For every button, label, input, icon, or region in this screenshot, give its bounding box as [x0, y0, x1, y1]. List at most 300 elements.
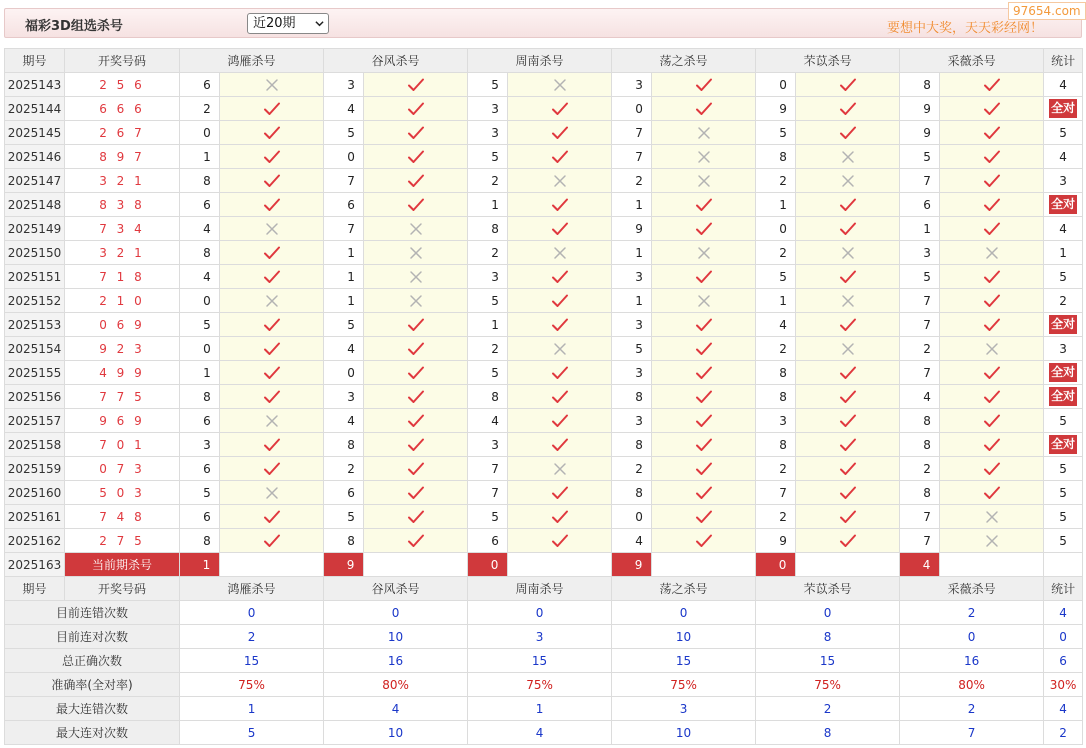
- kill-result-cell: [508, 385, 612, 409]
- cross-icon: [409, 270, 423, 284]
- check-icon: [983, 125, 1001, 141]
- check-icon: [551, 509, 569, 525]
- kill-number-cell: 1: [756, 193, 796, 217]
- draw-number-cell: 4 9 9: [65, 361, 180, 385]
- col-header-issue: 期号: [5, 49, 65, 73]
- table-row: [5, 313, 1083, 337]
- kill-number-cell: 6: [900, 193, 940, 217]
- draw-number-cell: 7 1 8: [65, 265, 180, 289]
- draw-number-cell: 8 9 7: [65, 145, 180, 169]
- check-icon: [839, 197, 857, 213]
- kill-number-cell: 0: [612, 97, 652, 121]
- check-icon: [839, 317, 857, 333]
- page-header: [4, 8, 1082, 38]
- col-header-expert[interactable]: 芣苡杀号: [756, 577, 900, 601]
- kill-result-cell: [220, 265, 324, 289]
- draw-number-cell: 7 7 5: [65, 385, 180, 409]
- check-icon: [839, 533, 857, 549]
- cross-icon: [697, 174, 711, 188]
- all-correct-badge: 全对: [1049, 387, 1077, 406]
- check-icon: [407, 413, 425, 429]
- summary-value: 0: [900, 625, 1044, 649]
- kill-result-cell: [940, 529, 1044, 553]
- summary-row: [5, 649, 1083, 673]
- summary-value: 2: [900, 601, 1044, 625]
- table-row: [5, 409, 1083, 433]
- summary-stat: 6: [1044, 649, 1083, 673]
- issue-cell: 2025148: [5, 193, 65, 217]
- summary-stat: 4: [1044, 697, 1083, 721]
- stat-cell: 1: [1044, 241, 1083, 265]
- current-kill-blank: [364, 553, 468, 577]
- stat-cell: 4: [1044, 145, 1083, 169]
- slogan-link[interactable]: 要想中大奖，天天彩经网！: [887, 21, 1044, 36]
- kill-number-cell: 7: [756, 481, 796, 505]
- all-correct-badge: 全对: [1049, 99, 1077, 118]
- kill-result-cell: [364, 385, 468, 409]
- issue-cell: 2025152: [5, 289, 65, 313]
- check-icon: [695, 437, 713, 453]
- issue-cell: 2025161: [5, 505, 65, 529]
- cross-icon: [553, 174, 567, 188]
- kill-result-cell: [940, 361, 1044, 385]
- col-header-expert[interactable]: 周南杀号: [468, 49, 612, 73]
- check-icon: [839, 101, 857, 117]
- summary-value: 80%: [324, 673, 468, 697]
- kill-number-cell: 7: [900, 169, 940, 193]
- kill-number-cell: 7: [900, 313, 940, 337]
- kill-result-cell: [508, 289, 612, 313]
- cross-icon: [697, 150, 711, 164]
- stat-cell: [1044, 97, 1083, 121]
- kill-result-cell: [508, 457, 612, 481]
- kill-result-cell: [796, 193, 900, 217]
- check-icon: [263, 197, 281, 213]
- kill-result-cell: [796, 361, 900, 385]
- summary-value: 4: [468, 721, 612, 745]
- cross-icon: [409, 222, 423, 236]
- kill-number-cell: 1: [612, 241, 652, 265]
- stat-cell: 5: [1044, 409, 1083, 433]
- kill-number-cell: 8: [324, 433, 364, 457]
- kill-number-cell: 7: [612, 121, 652, 145]
- cross-icon: [265, 222, 279, 236]
- summary-value: 15: [756, 649, 900, 673]
- check-icon: [695, 101, 713, 117]
- check-icon: [263, 101, 281, 117]
- kill-number-cell: 2: [756, 505, 796, 529]
- kill-number-cell: 0: [180, 121, 220, 145]
- issue-cell: 2025143: [5, 73, 65, 97]
- kill-result-cell: [796, 385, 900, 409]
- kill-result-cell: [364, 457, 468, 481]
- all-correct-badge: 全对: [1049, 435, 1077, 454]
- col-header-expert[interactable]: 荡之杀号: [612, 577, 756, 601]
- kill-number-cell: 4: [612, 529, 652, 553]
- cross-icon: [553, 342, 567, 356]
- header-row: [5, 49, 1083, 73]
- issue-cell: 2025158: [5, 433, 65, 457]
- kill-number-cell: 7: [612, 145, 652, 169]
- check-icon: [551, 533, 569, 549]
- kill-number-cell: 0: [756, 73, 796, 97]
- issue-cell: 2025155: [5, 361, 65, 385]
- check-icon: [263, 461, 281, 477]
- kill-result-cell: [220, 217, 324, 241]
- col-header-expert[interactable]: 谷风杀号: [324, 49, 468, 73]
- kill-result-cell: [796, 313, 900, 337]
- check-icon: [695, 365, 713, 381]
- kill-result-cell: [508, 481, 612, 505]
- kill-number-cell: 6: [324, 193, 364, 217]
- draw-number-cell: 0 6 9: [65, 313, 180, 337]
- issue-cell: 2025151: [5, 265, 65, 289]
- stat-cell: 5: [1044, 505, 1083, 529]
- kill-number-cell: 5: [324, 505, 364, 529]
- summary-value: 0: [468, 601, 612, 625]
- summary-value: 10: [612, 625, 756, 649]
- issue-cell: 2025149: [5, 217, 65, 241]
- kill-number-cell: 2: [900, 457, 940, 481]
- draw-number-cell: 5 0 3: [65, 481, 180, 505]
- current-kill-number: 0: [756, 553, 796, 577]
- col-header-expert[interactable]: 芣苡杀号: [756, 49, 900, 73]
- page-title: 福彩3D组选杀号: [25, 19, 123, 34]
- check-icon: [263, 341, 281, 357]
- check-icon: [695, 461, 713, 477]
- kill-number-cell: 3: [468, 433, 508, 457]
- summary-value: 10: [324, 625, 468, 649]
- kill-number-cell: 7: [900, 529, 940, 553]
- current-kill-blank: [652, 553, 756, 577]
- check-icon: [695, 221, 713, 237]
- kill-result-cell: [508, 529, 612, 553]
- kill-number-cell: 5: [180, 481, 220, 505]
- kill-number-cell: 5: [324, 313, 364, 337]
- kill-result-cell: [364, 409, 468, 433]
- kill-result-cell: [508, 241, 612, 265]
- kill-number-cell: 1: [756, 289, 796, 313]
- kill-number-cell: 7: [324, 217, 364, 241]
- kill-result-cell: [220, 433, 324, 457]
- summary-value: 1: [468, 697, 612, 721]
- kill-number-cell: 4: [324, 97, 364, 121]
- issue-cell: 2025160: [5, 481, 65, 505]
- cross-icon: [697, 246, 711, 260]
- kill-number-cell: 1: [468, 193, 508, 217]
- check-icon: [839, 365, 857, 381]
- kill-number-cell: 7: [468, 457, 508, 481]
- issue-cell: 2025162: [5, 529, 65, 553]
- summary-value: 0: [180, 601, 324, 625]
- check-icon: [983, 485, 1001, 501]
- current-stat-blank: [1044, 553, 1083, 577]
- kill-number-cell: 3: [324, 385, 364, 409]
- summary-value: 16: [900, 649, 1044, 673]
- col-header-expert[interactable]: 荡之杀号: [612, 49, 756, 73]
- cross-icon: [265, 486, 279, 500]
- check-icon: [983, 77, 1001, 93]
- summary-value: 16: [324, 649, 468, 673]
- current-kill-blank: [508, 553, 612, 577]
- kill-result-cell: [652, 217, 756, 241]
- kill-result-cell: [364, 73, 468, 97]
- kill-number-cell: 2: [756, 457, 796, 481]
- kill-number-cell: 3: [324, 73, 364, 97]
- draw-number-cell: 2 1 0: [65, 289, 180, 313]
- check-icon: [983, 101, 1001, 117]
- kill-number-cell: 6: [180, 193, 220, 217]
- col-header-expert[interactable]: 鸿雁杀号: [180, 49, 324, 73]
- check-icon: [551, 101, 569, 117]
- kill-result-cell: [220, 97, 324, 121]
- check-icon: [983, 317, 1001, 333]
- summary-value: 10: [612, 721, 756, 745]
- col-header-expert[interactable]: 鸿雁杀号: [180, 577, 324, 601]
- issue-cell: 2025145: [5, 121, 65, 145]
- kill-number-cell: 1: [612, 289, 652, 313]
- kill-result-cell: [940, 289, 1044, 313]
- check-icon: [551, 389, 569, 405]
- kill-number-cell: 4: [900, 385, 940, 409]
- kill-number-cell: 6: [180, 73, 220, 97]
- kill-result-cell: [652, 457, 756, 481]
- cross-icon: [841, 342, 855, 356]
- all-correct-badge: 全对: [1049, 195, 1077, 214]
- kill-number-cell: 0: [180, 289, 220, 313]
- summary-value: 80%: [900, 673, 1044, 697]
- cross-icon: [985, 510, 999, 524]
- draw-number-cell: 8 3 8: [65, 193, 180, 217]
- issue-cell: 2025144: [5, 97, 65, 121]
- table-row: [5, 433, 1083, 457]
- issue-cell: 2025146: [5, 145, 65, 169]
- kill-number-cell: 0: [180, 337, 220, 361]
- kill-result-cell: [220, 337, 324, 361]
- summary-stat: 0: [1044, 625, 1083, 649]
- check-icon: [839, 413, 857, 429]
- check-icon: [263, 125, 281, 141]
- kill-number-cell: 8: [180, 169, 220, 193]
- kill-number-cell: 1: [180, 145, 220, 169]
- summary-label: 总正确次数: [5, 649, 180, 673]
- summary-value: 0: [612, 601, 756, 625]
- kill-result-cell: [220, 169, 324, 193]
- check-icon: [263, 365, 281, 381]
- kill-number-cell: 4: [180, 217, 220, 241]
- summary-stat: 2: [1044, 721, 1083, 745]
- kill-number-cell: 4: [180, 265, 220, 289]
- check-icon: [983, 149, 1001, 165]
- kill-result-cell: [796, 265, 900, 289]
- kill-result-cell: [364, 505, 468, 529]
- kill-number-cell: 3: [756, 409, 796, 433]
- kill-result-cell: [796, 409, 900, 433]
- check-icon: [695, 341, 713, 357]
- stat-cell: 4: [1044, 73, 1083, 97]
- kill-result-cell: [220, 529, 324, 553]
- kill-result-cell: [364, 241, 468, 265]
- col-header-expert[interactable]: 谷风杀号: [324, 577, 468, 601]
- kill-number-cell: 8: [900, 433, 940, 457]
- check-icon: [551, 149, 569, 165]
- check-icon: [983, 437, 1001, 453]
- kill-number-cell: 2: [324, 457, 364, 481]
- kill-number-cell: 2: [180, 97, 220, 121]
- all-correct-badge: 全对: [1049, 363, 1077, 382]
- kill-number-cell: 0: [612, 505, 652, 529]
- period-select[interactable]: [247, 13, 329, 34]
- kill-result-cell: [508, 169, 612, 193]
- table-row: [5, 145, 1083, 169]
- check-icon: [551, 269, 569, 285]
- kill-result-cell: [940, 385, 1044, 409]
- kill-result-cell: [364, 361, 468, 385]
- summary-row: [5, 625, 1083, 649]
- current-kill-blank: [220, 553, 324, 577]
- header-row-summary: [5, 577, 1083, 601]
- issue-cell: 2025154: [5, 337, 65, 361]
- kill-number-cell: 7: [900, 361, 940, 385]
- kill-number-cell: 8: [612, 385, 652, 409]
- kill-number-cell: 5: [612, 337, 652, 361]
- current-kill-blank: [796, 553, 900, 577]
- check-icon: [695, 485, 713, 501]
- kill-number-cell: 8: [900, 481, 940, 505]
- kill-number-cell: 1: [900, 217, 940, 241]
- table-row: [5, 481, 1083, 505]
- kill-number-cell: 3: [900, 241, 940, 265]
- kill-number-cell: 6: [468, 529, 508, 553]
- draw-number-cell: 0 7 3: [65, 457, 180, 481]
- check-icon: [263, 509, 281, 525]
- summary-value: 75%: [180, 673, 324, 697]
- check-icon: [839, 125, 857, 141]
- draw-number-cell: 2 6 7: [65, 121, 180, 145]
- kill-result-cell: [796, 217, 900, 241]
- check-icon: [551, 485, 569, 501]
- current-issue-cell: 2025163: [5, 553, 65, 577]
- kill-result-cell: [796, 433, 900, 457]
- check-icon: [551, 125, 569, 141]
- current-kill-number: 4: [900, 553, 940, 577]
- kill-number-cell: 8: [900, 73, 940, 97]
- summary-value: 15: [180, 649, 324, 673]
- table-row: [5, 217, 1083, 241]
- kill-result-cell: [652, 169, 756, 193]
- kill-result-cell: [652, 265, 756, 289]
- check-icon: [983, 461, 1001, 477]
- summary-value: 75%: [612, 673, 756, 697]
- kill-result-cell: [220, 361, 324, 385]
- kill-result-cell: [796, 457, 900, 481]
- current-kill-label: 当前期杀号: [65, 553, 180, 577]
- summary-value: 2: [756, 697, 900, 721]
- kill-number-table: [4, 48, 1083, 745]
- check-icon: [983, 413, 1001, 429]
- check-icon: [695, 509, 713, 525]
- stat-cell: [1044, 433, 1083, 457]
- cross-icon: [841, 294, 855, 308]
- col-header-expert[interactable]: 采薇杀号: [900, 49, 1044, 73]
- table-row: [5, 457, 1083, 481]
- table-row: [5, 265, 1083, 289]
- check-icon: [407, 533, 425, 549]
- kill-result-cell: [652, 505, 756, 529]
- summary-label: 最大连错次数: [5, 697, 180, 721]
- check-icon: [263, 269, 281, 285]
- kill-result-cell: [220, 73, 324, 97]
- kill-result-cell: [508, 121, 612, 145]
- kill-result-cell: [364, 529, 468, 553]
- kill-result-cell: [796, 241, 900, 265]
- kill-result-cell: [364, 169, 468, 193]
- stat-cell: 5: [1044, 529, 1083, 553]
- kill-result-cell: [364, 313, 468, 337]
- kill-result-cell: [796, 97, 900, 121]
- kill-number-cell: 1: [180, 361, 220, 385]
- check-icon: [407, 461, 425, 477]
- check-icon: [695, 389, 713, 405]
- current-kill-number: 9: [612, 553, 652, 577]
- col-header-draw: 开奖号码: [65, 577, 180, 601]
- kill-number-cell: 5: [324, 121, 364, 145]
- cross-icon: [841, 150, 855, 164]
- kill-result-cell: [508, 145, 612, 169]
- issue-cell: 2025156: [5, 385, 65, 409]
- check-icon: [839, 461, 857, 477]
- kill-result-cell: [796, 145, 900, 169]
- kill-result-cell: [220, 145, 324, 169]
- kill-number-cell: 4: [756, 313, 796, 337]
- table-row: [5, 193, 1083, 217]
- check-icon: [263, 389, 281, 405]
- stat-cell: 3: [1044, 169, 1083, 193]
- draw-number-cell: 7 0 1: [65, 433, 180, 457]
- check-icon: [983, 269, 1001, 285]
- check-icon: [695, 533, 713, 549]
- kill-number-cell: 7: [468, 481, 508, 505]
- kill-result-cell: [220, 505, 324, 529]
- kill-number-cell: 9: [900, 121, 940, 145]
- kill-result-cell: [940, 481, 1044, 505]
- summary-label: 目前连对次数: [5, 625, 180, 649]
- kill-number-cell: 9: [612, 217, 652, 241]
- table-row: [5, 97, 1083, 121]
- check-icon: [551, 221, 569, 237]
- summary-value: 75%: [468, 673, 612, 697]
- kill-result-cell: [940, 121, 1044, 145]
- stat-cell: [1044, 193, 1083, 217]
- check-icon: [983, 173, 1001, 189]
- issue-cell: 2025147: [5, 169, 65, 193]
- kill-result-cell: [652, 529, 756, 553]
- check-icon: [407, 197, 425, 213]
- kill-number-cell: 5: [468, 73, 508, 97]
- kill-result-cell: [652, 433, 756, 457]
- col-header-issue: 期号: [5, 577, 65, 601]
- table-row: [5, 337, 1083, 361]
- summary-value: 8: [756, 625, 900, 649]
- check-icon: [263, 437, 281, 453]
- draw-number-cell: 7 4 8: [65, 505, 180, 529]
- kill-result-cell: [220, 193, 324, 217]
- col-header-expert[interactable]: 周南杀号: [468, 577, 612, 601]
- col-header-expert[interactable]: 采薇杀号: [900, 577, 1044, 601]
- kill-number-cell: 0: [756, 217, 796, 241]
- summary-stat: 4: [1044, 601, 1083, 625]
- check-icon: [695, 317, 713, 333]
